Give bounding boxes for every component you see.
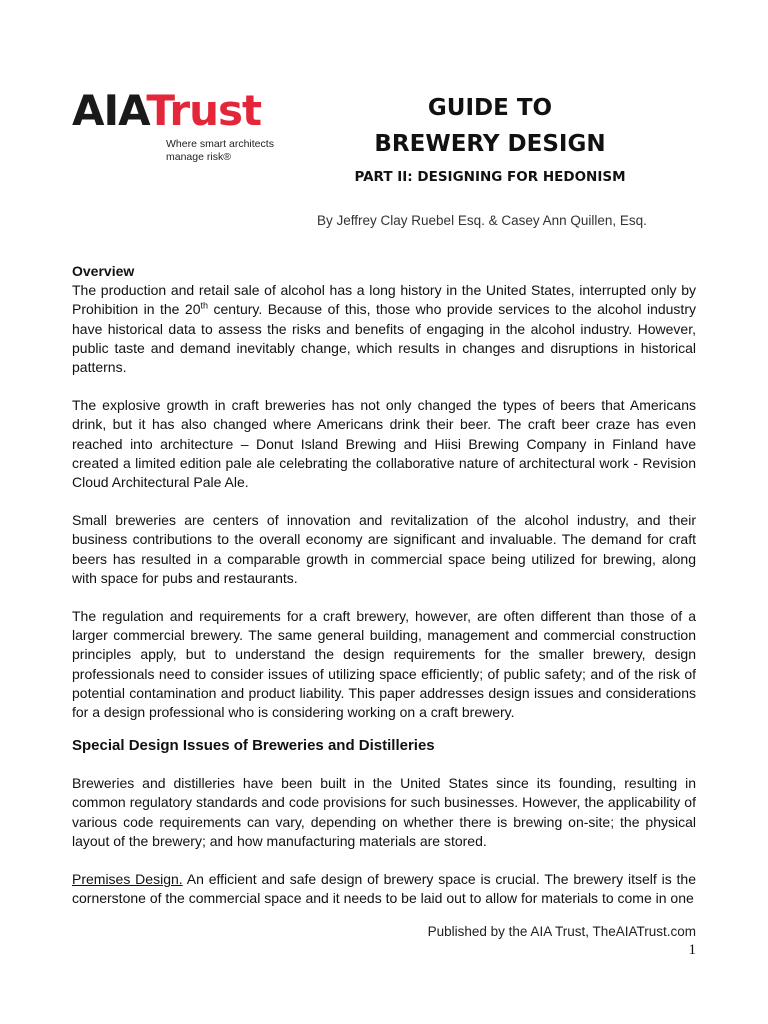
paragraph-6 — [72, 870, 696, 908]
title-line-1: GUIDE TO — [427, 95, 553, 121]
paragraph-1-end: century. Because of this, those who provide services to the alcohol industry have historical data to assess the risks and benefits of engaging in the alcohol industry. However, public taste and demand inevitably change, which results in changes and disruptions in historical patterns. — [72, 301, 696, 376]
logo-wordmark — [72, 88, 302, 134]
byline: By Jeffrey Clay Ruebel Esq. & Casey Ann Quillen, Esq. — [317, 213, 647, 228]
paragraph-1-start: The production and retail sale of alcohol has a long history in the United States, interrupted only by Prohibition in the 20 — [72, 282, 696, 318]
premises-design-label: Premises Design. — [72, 871, 183, 888]
footer-published: Published by the AIA Trust, TheAIATrust.com — [427, 924, 696, 939]
paragraph-5: Breweries and distilleries have been built in the United States since its founding, resulting in common regulatory standards and code provisions for such businesses. However, the applicability of various code requirements can vary, depending on whether there is brewing on-site; the physical layout of the brewery; and how manufacturing materials are stored. — [72, 775, 696, 849]
paragraph-6-text: An efficient and safe design of brewery space is crucial. The brewery itself is the cornerstone of the commercial space and it needs to be laid out to allow for materials to come in one — [72, 871, 696, 907]
logo-tagline — [166, 138, 306, 164]
paragraph-4: The regulation and requirements for a craft brewery, however, are often different than those of a larger commercial brewery. The same general building, management and commercial construction principles apply, but to understand the design requirements for the smaller brewery, design professionals need to consider issues of utilizing space efficiently; of public safety; and of the risk of potential contamination and product liability. This paper addresses design issues and considerations for a design professional who is considering working on a craft brewery. — [72, 608, 696, 721]
paragraph-1 — [72, 281, 696, 377]
title-line-2: BREWERY DESIGN — [374, 131, 606, 157]
page-number: 1 — [688, 942, 696, 958]
logo-tagline-line2: manage risk® — [166, 151, 231, 163]
ordinal-suffix: th — [200, 300, 209, 311]
paragraph-2: The explosive growth in craft breweries has not only changed the types of beers that Americans drink, but it has also changed where Americans drink their beer. The craft beer craze has even reached into architecture – Donut Island Brewing and Hiisi Brewing Company in Finland have created a limited edition pale ale celebrating the collaborative nature of architectural work - Revision Cloud Architectural Pale Ale. — [72, 397, 696, 491]
logo-aia: AIA — [72, 86, 147, 135]
special-design-heading: Special Design Issues of Breweries and Distilleries — [72, 737, 435, 755]
paragraph-3: Small breweries are centers of innovation and revitalization of the alcohol industry, and their business contributions to the overall economy are significant and invaluable. The demand for craft beers has resulted in a comparable growth in commercial space being utilized for brewing, along with space for pubs and restaurants. — [72, 512, 696, 586]
overview-heading: Overview — [72, 263, 135, 279]
logo-tagline-line1: Where smart architects — [166, 138, 274, 150]
logo-trust: Trust — [146, 86, 262, 135]
subtitle: PART II: DESIGNING FOR HEDONISM — [354, 169, 626, 185]
aia-trust-logo — [72, 86, 302, 163]
document-body — [72, 262, 696, 908]
